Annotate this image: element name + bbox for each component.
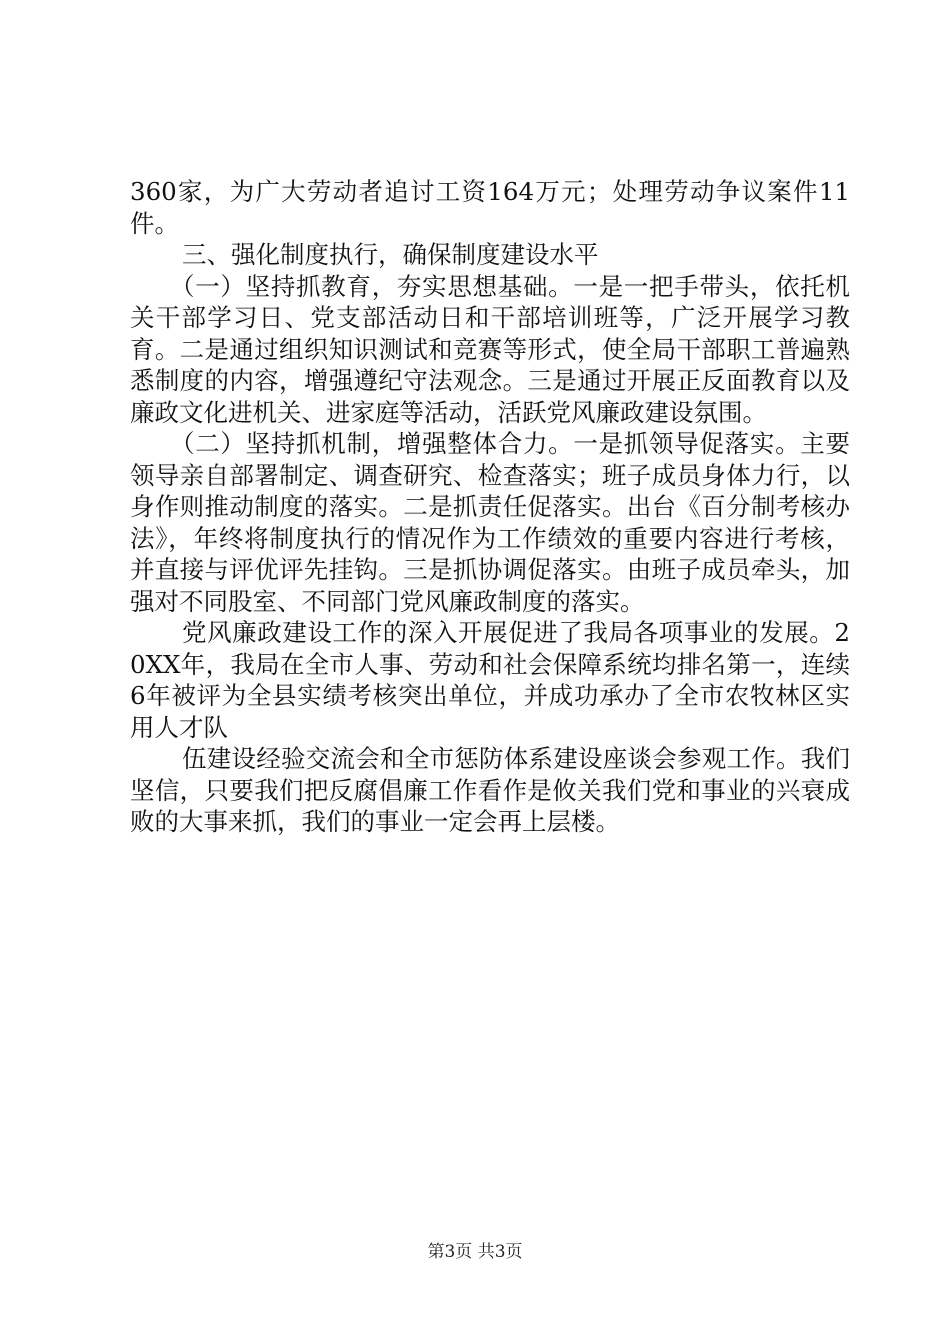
paragraph-education: （一）坚持抓教育，夯实思想基础。一是一把手带头，依托机关干部学习日、党支部活动日和干部培训班等，广泛开展学习教育。二是通过组织知识测试和竞赛等形式，使全局干部职工普遍熟悉制度的内容，增强遵纪守法观念。三是通过开展正反面教育以及廉政文化进机关、进家庭等活动，活跃党风廉政建设氛围。 bbox=[130, 271, 850, 427]
page-number-footer: 第3页 共3页 bbox=[427, 1242, 523, 1262]
paragraph-conclusion: 伍建设经验交流会和全市惩防体系建设座谈会参观工作。我们坚信，只要我们把反腐倡廉工作看作是攸关我们党和事业的兴衰成败的大事来抓，我们的事业一定会再上层楼。 bbox=[130, 744, 850, 836]
document-body bbox=[130, 176, 850, 838]
paragraph-continuation: 360家，为广大劳动者追讨工资164万元；处理劳动争议案件11件。 bbox=[130, 177, 850, 238]
paragraph-mechanism: （二）坚持抓机制，增强整体合力。一是抓领导促落实。主要领导亲自部署制定、调查研究、检查落实；班子成员身体力行，以身作则推动制度的落实。二是抓责任促落实。出台《百分制考核办法》，年终将制度执行的情况作为工作绩效的重要内容进行考核，并直接与评优评先挂钩。三是抓协调促落实。由班子成员牵头，加强对不同股室、不同部门党风廉政制度的落实。 bbox=[130, 429, 850, 616]
section-heading: 三、强化制度执行，确保制度建设水平 bbox=[182, 240, 599, 269]
paragraph-results: 党风廉政建设工作的深入开展促进了我局各项事业的发展。20XX年，我局在全市人事、劳动和社会保障系统均排名第一，连续6年被评为全县实绩考核突出单位，并成功承办了全市农牧林区实用人才队 bbox=[130, 618, 850, 742]
